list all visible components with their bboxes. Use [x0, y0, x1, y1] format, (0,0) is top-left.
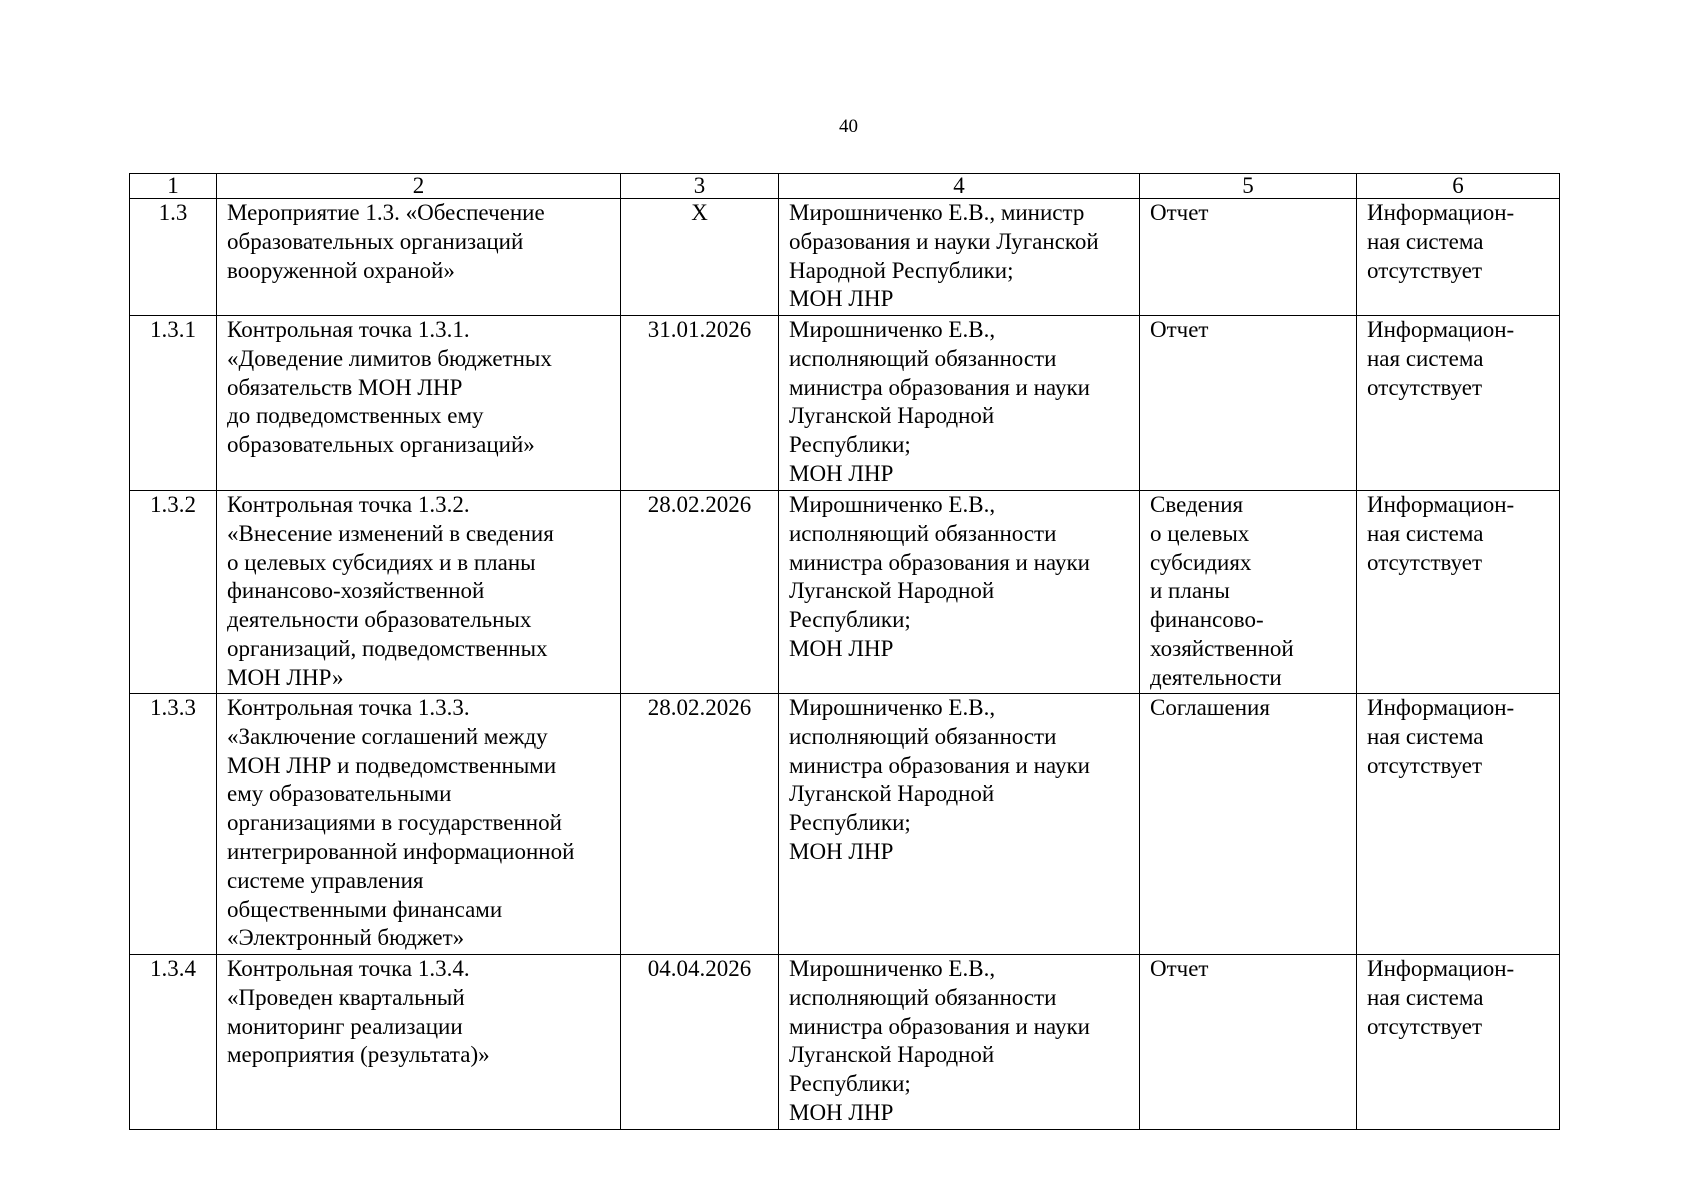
cell-text-line: отсутствует [1367, 549, 1483, 575]
cell-document [1140, 316, 1357, 491]
cell-text-line: исполняющий обязанности [789, 520, 1057, 546]
cell-name [217, 694, 621, 955]
cell-text-line: МОН ЛНР [789, 460, 894, 486]
cell-text-line: исполняющий обязанности [789, 984, 1057, 1010]
table-row [130, 955, 1560, 1130]
cell-text-line: МОН ЛНР [789, 1099, 894, 1125]
cell-text-line: Мирошниченко Е.В., [789, 695, 996, 720]
cell-text-line: Республики; [789, 432, 911, 458]
cell-responsible [779, 199, 1140, 316]
cell-text-line: до подведомственных ему [227, 403, 484, 429]
cell-text-line: Информацион- [1367, 695, 1515, 720]
header-col-4: 4 [779, 174, 1140, 199]
cell-responsible [779, 694, 1140, 955]
cell-text-line: Контрольная точка 1.3.2. [227, 492, 470, 517]
cell-text-line: Мирошниченко Е.В., министр [789, 200, 1085, 225]
cell-text-line: образования и науки Луганской [789, 228, 1099, 254]
cell-text-line: деятельности [1150, 664, 1282, 690]
cell-text-line: Республики; [789, 810, 911, 836]
cell-text-line: МОН ЛНР» [227, 664, 344, 690]
cell-text-line: ная система [1367, 520, 1484, 546]
cell-text-line: Луганской Народной [789, 403, 995, 429]
cell-text-line: ему образовательными [227, 781, 452, 807]
cell-responsible [779, 955, 1140, 1130]
cell-system [1357, 491, 1560, 694]
cell-text-line: отсутствует [1367, 257, 1483, 283]
header-col-2: 2 [217, 174, 621, 199]
cell-text-line: Информацион- [1367, 956, 1515, 981]
cell-name [217, 316, 621, 491]
cell-number-text: 1.3.3 [150, 695, 196, 720]
cell-text-line: хозяйственной [1150, 635, 1294, 661]
cell-system [1357, 199, 1560, 316]
cell-text-line: министра образования и науки [789, 549, 1090, 575]
table-row [130, 316, 1560, 491]
cell-text-line: Контрольная точка 1.3.4. [227, 956, 470, 981]
table-header-row [130, 174, 1560, 199]
cell-text-line: Информацион- [1367, 200, 1515, 225]
cell-name [217, 955, 621, 1130]
cell-text-line: МОН ЛНР [789, 635, 894, 661]
cell-text-line: организациями в государственной [227, 810, 562, 836]
cell-name [217, 199, 621, 316]
cell-text-line: Отчет [1150, 956, 1209, 981]
header-col-6: 6 [1357, 174, 1560, 199]
cell-system [1357, 316, 1560, 491]
cell-text-line: ная система [1367, 228, 1484, 254]
cell-date-text: 31.01.2026 [647, 317, 752, 342]
cell-text-line: МОН ЛНР [789, 838, 894, 864]
cell-text-line: системе управления [227, 867, 424, 893]
cell-document [1140, 955, 1357, 1130]
page-number: 40 [839, 116, 858, 137]
header-col-1: 1 [130, 174, 217, 199]
cell-text-line: финансово- [1150, 607, 1264, 633]
cell-number-text: 1.3.4 [150, 956, 196, 981]
cell-document [1140, 199, 1357, 316]
cell-text-line: министра образования и науки [789, 752, 1090, 778]
header-col-3: 3 [621, 174, 779, 199]
cell-text-line: обязательств МОН ЛНР [227, 374, 463, 400]
cell-text-line: интегрированной информационной [227, 838, 575, 864]
cell-responsible [779, 491, 1140, 694]
table-row [130, 491, 1560, 694]
cell-text-line: Республики; [789, 1071, 911, 1097]
cell-text-line: Контрольная точка 1.3.1. [227, 317, 470, 342]
cell-text-line: Мирошниченко Е.В., [789, 956, 996, 981]
cell-date [621, 316, 779, 491]
cell-system [1357, 955, 1560, 1130]
cell-text-line: Контрольная точка 1.3.3. [227, 695, 470, 720]
cell-text-line: мониторинг реализации [227, 1013, 463, 1039]
cell-number [130, 199, 217, 316]
measures-table [129, 173, 1560, 1130]
cell-text-line: отсутствует [1367, 1013, 1483, 1039]
cell-text-line: финансово-хозяйственной [227, 578, 485, 604]
cell-responsible [779, 316, 1140, 491]
cell-number [130, 491, 217, 694]
cell-text-line: ная система [1367, 984, 1484, 1010]
cell-text-line: Информацион- [1367, 492, 1515, 517]
cell-text-line: «Доведение лимитов бюджетных [227, 345, 552, 371]
cell-text-line: «Электронный бюджет» [227, 925, 465, 951]
cell-text-line: отсутствует [1367, 374, 1483, 400]
cell-text-line: деятельности образовательных [227, 607, 532, 633]
cell-text-line: ная система [1367, 345, 1484, 371]
cell-text-line: ная система [1367, 723, 1484, 749]
cell-text-line: организаций, подведомственных [227, 635, 548, 661]
cell-text-line: Отчет [1150, 200, 1209, 225]
cell-text-line: о целевых [1150, 520, 1250, 546]
cell-date [621, 491, 779, 694]
cell-text-line: о целевых субсидиях и в планы [227, 549, 536, 575]
cell-text-line: и планы [1150, 578, 1230, 604]
cell-text-line: МОН ЛНР [789, 286, 894, 312]
cell-text-line: отсутствует [1367, 752, 1483, 778]
table-row [130, 694, 1560, 955]
cell-text-line: общественными финансами [227, 896, 503, 922]
cell-date [621, 199, 779, 316]
cell-date [621, 955, 779, 1130]
cell-text-line: исполняющий обязанности [789, 345, 1057, 371]
cell-text-line: Сведения [1150, 492, 1244, 517]
cell-text-line: исполняющий обязанности [789, 723, 1057, 749]
cell-text-line: Луганской Народной [789, 578, 995, 604]
cell-text-line: Мероприятие 1.3. «Обеспечение [227, 200, 545, 225]
cell-text-line: субсидиях [1150, 549, 1252, 575]
cell-text-line: Мирошниченко Е.В., [789, 492, 996, 517]
cell-date-text: Х [691, 200, 708, 225]
cell-text-line: вооруженной охраной» [227, 257, 455, 283]
cell-number [130, 955, 217, 1130]
cell-text-line: Луганской Народной [789, 1042, 995, 1068]
cell-name [217, 491, 621, 694]
cell-text-line: Луганской Народной [789, 781, 995, 807]
cell-text-line: «Заключение соглашений между [227, 723, 548, 749]
cell-number-text: 1.3.2 [150, 492, 196, 517]
cell-document [1140, 491, 1357, 694]
cell-number-text: 1.3.1 [150, 317, 196, 342]
cell-text-line: Информацион- [1367, 317, 1515, 342]
table-row [130, 199, 1560, 316]
cell-text-line: МОН ЛНР и подведомственными [227, 752, 557, 778]
cell-text-line: министра образования и науки [789, 1013, 1090, 1039]
cell-text-line: мероприятия (результата)» [227, 1042, 490, 1068]
cell-text-line: образовательных организаций [227, 228, 524, 254]
cell-text-line: Мирошниченко Е.В., [789, 317, 996, 342]
cell-text-line: министра образования и науки [789, 374, 1090, 400]
cell-text-line: Республики; [789, 607, 911, 633]
cell-text-line: Народной Республики; [789, 257, 1014, 283]
cell-document [1140, 694, 1357, 955]
cell-text-line: Отчет [1150, 317, 1209, 342]
cell-text-line: образовательных организаций» [227, 432, 535, 458]
cell-number-text: 1.3 [158, 200, 188, 225]
cell-date-text: 04.04.2026 [647, 956, 752, 981]
cell-date-text: 28.02.2026 [647, 695, 752, 720]
cell-number [130, 316, 217, 491]
cell-date [621, 694, 779, 955]
cell-number [130, 694, 217, 955]
cell-text-line: «Внесение изменений в сведения [227, 520, 554, 546]
header-col-5: 5 [1140, 174, 1357, 199]
cell-date-text: 28.02.2026 [647, 492, 752, 517]
cell-system [1357, 694, 1560, 955]
cell-text-line: «Проведен квартальный [227, 984, 465, 1010]
cell-text-line: Соглашения [1150, 695, 1270, 720]
